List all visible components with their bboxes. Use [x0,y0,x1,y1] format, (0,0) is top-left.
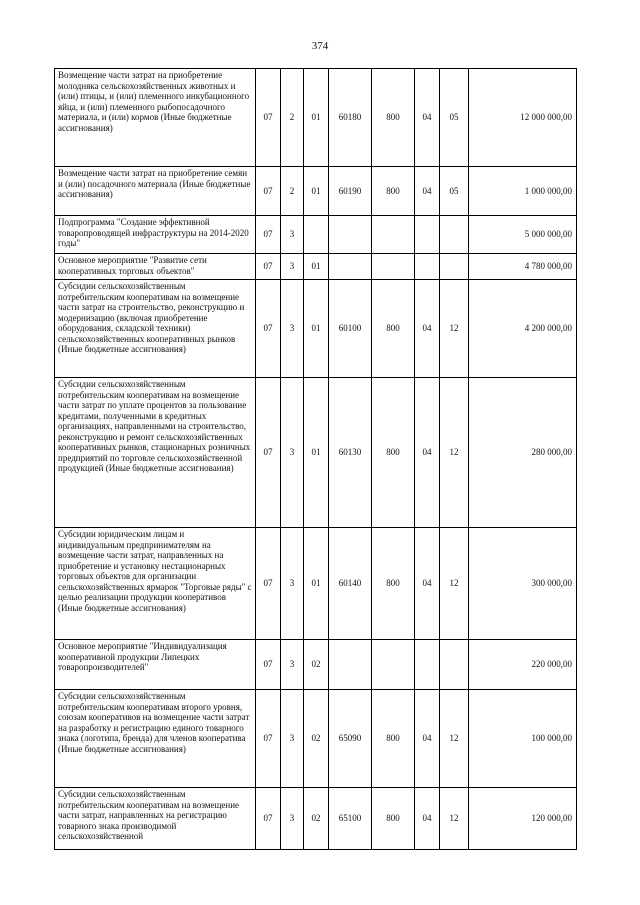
cell-code-7: 12 [440,378,469,528]
cell-code-6: 04 [415,690,440,788]
cell-code-5: 800 [372,690,415,788]
cell-code-5: 800 [372,69,415,167]
cell-code-7 [440,216,469,254]
cell-code-2: 3 [281,528,304,640]
cell-code-7: 05 [440,69,469,167]
cell-code-1: 07 [256,280,281,378]
cell-code-5: 800 [372,280,415,378]
cell-code-5 [372,216,415,254]
row-name: Возмещение части затрат на приобретение молодняка сельскохозяйственных животных и (или) птицы, и (или) племенного инкубационного яйца, и (или) племенного рыбопосадочного материала, и (или) кормов (Иные бюджетные ассигнования) [55,69,256,167]
row-name: Субсидии сельскохозяйственным потребительским кооперативам второго уровня, союзам кооперативов на возмещение части затрат на разработку и регистрацию единого товарного знака (логотипа, бренда) для членов кооператива (Иные бюджетные ассигнования) [55,690,256,788]
cell-code-5: 800 [372,788,415,850]
row-name: Субсидии сельскохозяйственным потребительским кооперативам на возмещение части затрат на строительство, реконструкцию и модернизацию (включая приобретение оборудования, складской техники) сельскохозяйственных кооперативных рынков (Иные бюджетные ассигнования) [55,280,256,378]
table-row [55,280,577,378]
table-row [55,528,577,640]
cell-code-3: 01 [304,167,329,216]
row-name: Основное мероприятие "Развитие сети кооперативных торговых объектов" [55,254,256,280]
cell-amount: 100 000,00 [469,690,577,788]
cell-code-1: 07 [256,690,281,788]
cell-amount: 280 000,00 [469,378,577,528]
cell-code-3: 02 [304,788,329,850]
cell-amount: 12 000 000,00 [469,69,577,167]
row-name: Субсидии юридическим лицам и индивидуальным предпринимателям на возмещение части затрат, направленных на приобретение и установку нестационарных торговых объектов для организации сельскохозяйственных ярмарок "Торговые ряды" с целью реализации продукции кооперативов (Иные бюджетные ассигнования) [55,528,256,640]
row-name: Субсидии сельскохозяйственным потребительским кооперативам на возмещение части затрат по уплате процентов за пользование кредитами, полученными в кредитных организациях, направленными на строительство, реконструкцию и ремонт сельскохозяйственных кооперативных рынков, стационарных розничных предприятий по торговле сельскохозяйственной продукцией (Иные бюджетные ассигнования) [55,378,256,528]
cell-code-1: 07 [256,788,281,850]
cell-amount: 5 000 000,00 [469,216,577,254]
cell-code-3: 02 [304,690,329,788]
cell-amount: 4 780 000,00 [469,254,577,280]
cell-code-2: 3 [281,640,304,690]
table-row [55,216,577,254]
cell-code-1: 07 [256,254,281,280]
cell-amount: 1 000 000,00 [469,167,577,216]
cell-code-1: 07 [256,640,281,690]
cell-code-5: 800 [372,528,415,640]
table-row [55,788,577,850]
cell-code-4 [329,254,372,280]
cell-code-3: 01 [304,280,329,378]
table-row [55,690,577,788]
cell-code-6: 04 [415,788,440,850]
row-name: Субсидии сельскохозяйственным потребительским кооперативам на возмещение части затрат, направленных на регистрацию товарного знака производимой сельскохозяйственной [55,788,256,850]
cell-code-4: 60190 [329,167,372,216]
cell-code-6 [415,640,440,690]
cell-code-5: 800 [372,378,415,528]
page-number: 374 [311,40,329,52]
cell-code-5: 800 [372,167,415,216]
cell-code-7 [440,254,469,280]
cell-code-4: 60180 [329,69,372,167]
cell-code-6 [415,216,440,254]
cell-amount: 300 000,00 [469,528,577,640]
cell-code-6: 04 [415,280,440,378]
cell-code-2: 3 [281,690,304,788]
cell-code-2: 2 [281,167,304,216]
cell-code-7: 12 [440,280,469,378]
cell-code-1: 07 [256,528,281,640]
row-name: Подпрограмма "Создание эффективной товаропроводящей инфраструктуры на 2014-2020 годы" [55,216,256,254]
cell-code-3: 01 [304,528,329,640]
row-name: Основное мероприятие "Индивидуализация кооперативной продукции Липецких товаропроизводителей" [55,640,256,690]
cell-code-4: 60140 [329,528,372,640]
table-row [55,69,577,167]
cell-code-4: 65090 [329,690,372,788]
cell-amount: 220 000,00 [469,640,577,690]
cell-code-6: 04 [415,69,440,167]
table-row [55,167,577,216]
cell-code-1: 07 [256,216,281,254]
table-row [55,640,577,690]
cell-amount: 4 200 000,00 [469,280,577,378]
cell-code-5 [372,254,415,280]
cell-code-2: 3 [281,280,304,378]
cell-code-4 [329,216,372,254]
cell-code-4 [329,640,372,690]
table-row [55,378,577,528]
cell-code-3: 01 [304,69,329,167]
cell-code-2: 2 [281,69,304,167]
cell-code-3: 01 [304,378,329,528]
cell-code-4: 60130 [329,378,372,528]
cell-code-2: 3 [281,254,304,280]
cell-code-6: 04 [415,167,440,216]
cell-code-6 [415,254,440,280]
cell-code-7: 05 [440,167,469,216]
row-name: Возмещение части затрат на приобретение семян и (или) посадочного материала (Иные бюджетные ассигнования) [55,167,256,216]
cell-code-2: 3 [281,378,304,528]
cell-amount: 120 000,00 [469,788,577,850]
cell-code-7: 12 [440,788,469,850]
cell-code-4: 60100 [329,280,372,378]
budget-table [54,68,577,850]
cell-code-6: 04 [415,378,440,528]
cell-code-3: 01 [304,254,329,280]
cell-code-2: 3 [281,216,304,254]
cell-code-1: 07 [256,167,281,216]
cell-code-6: 04 [415,528,440,640]
cell-code-1: 07 [256,69,281,167]
cell-code-4: 65100 [329,788,372,850]
table-row [55,254,577,280]
cell-code-2: 3 [281,788,304,850]
cell-code-7: 12 [440,690,469,788]
cell-code-3 [304,216,329,254]
cell-code-7 [440,640,469,690]
cell-code-5 [372,640,415,690]
cell-code-3: 02 [304,640,329,690]
cell-code-7: 12 [440,528,469,640]
cell-code-1: 07 [256,378,281,528]
